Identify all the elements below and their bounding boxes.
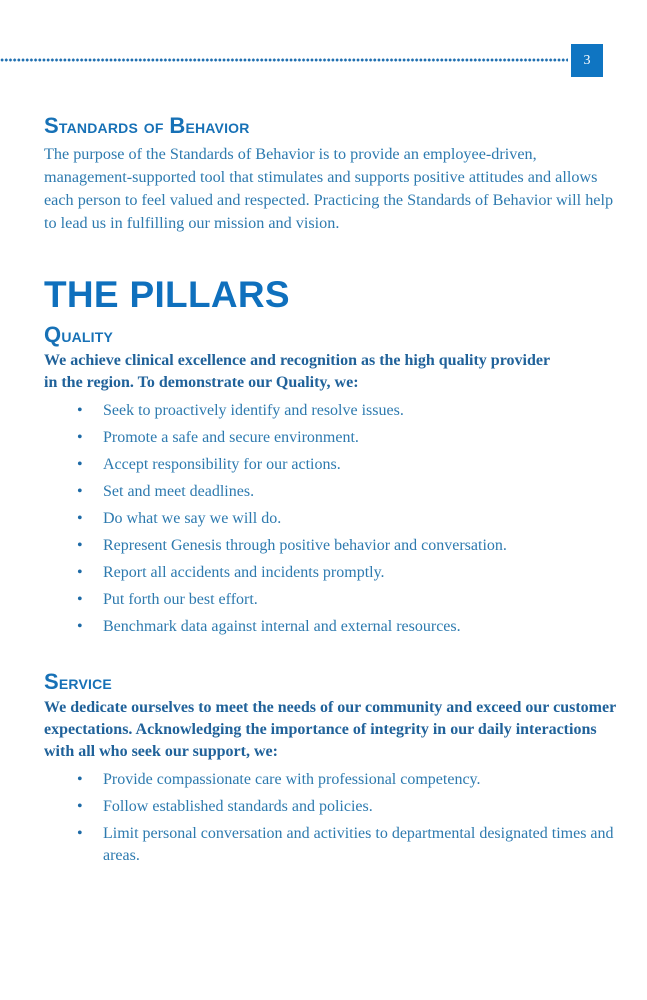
service-heading: Service [44, 669, 112, 694]
quality-list [44, 397, 619, 640]
list-item: • Benchmark data against internal and external resources. [44, 613, 619, 640]
list-item: • Promote a safe and secure environment. [44, 424, 619, 451]
bullet-icon: • [77, 825, 83, 842]
list-item: • Represent Genesis through positive behavior and conversation. [44, 532, 619, 559]
bullet-icon: • [77, 483, 83, 500]
dotted-header-rule [0, 58, 568, 62]
list-item: • Report all accidents and incidents promptly. [44, 559, 619, 586]
quality-heading: Quality [44, 322, 114, 347]
service-intro: We dedicate ourselves to meet the needs of our community and exceed our customer expectations. Acknowledging the importance of integrity in our daily interactions with all who seek our support, we: [44, 699, 616, 760]
pillars-title: THE PILLARS [44, 274, 290, 315]
page-content [44, 112, 619, 867]
bullet-icon: • [77, 591, 83, 608]
list-item: • Accept responsibility for our actions. [44, 451, 619, 478]
bullet-icon: • [77, 510, 83, 527]
list-item: • Do what we say we will do. [44, 505, 619, 532]
standards-body: The purpose of the Standards of Behavior is to provide an employee-driven, management-supported tool that stimulates and supports positive attitudes and allows each person to feel valued and respected. Practicing the Standards of Behavior will help to lead us in fulfilling our mission and vision. [44, 145, 614, 232]
bullet-icon: • [77, 456, 83, 473]
list-item: • Provide compassionate care with professional competency. [44, 766, 619, 793]
list-item: • Limit personal conversation and activities to departmental designated times and areas. [77, 825, 614, 864]
list-item: • Follow established standards and policies. [44, 793, 619, 820]
service-section [44, 668, 619, 867]
standards-heading: Standards of Behavior [44, 113, 250, 138]
bullet-icon: • [77, 429, 83, 446]
bullet-icon: • [77, 618, 83, 635]
list-item: • Seek to proactively identify and resolve issues. [44, 397, 619, 424]
bullet-icon: • [77, 402, 83, 419]
quality-intro: We achieve clinical excellence and recognition as the high quality provider in the region. To demonstrate our Quality, we: [44, 352, 550, 391]
bullet-icon: • [77, 798, 83, 815]
page-number-badge: 3 [571, 44, 603, 77]
list-item: • Set and meet deadlines. [44, 478, 619, 505]
quality-section [44, 321, 619, 640]
bullet-icon: • [77, 564, 83, 581]
bullet-icon: • [77, 771, 83, 788]
bullet-icon: • [77, 537, 83, 554]
service-list [44, 766, 619, 867]
list-item: • Put forth our best effort. [44, 586, 619, 613]
